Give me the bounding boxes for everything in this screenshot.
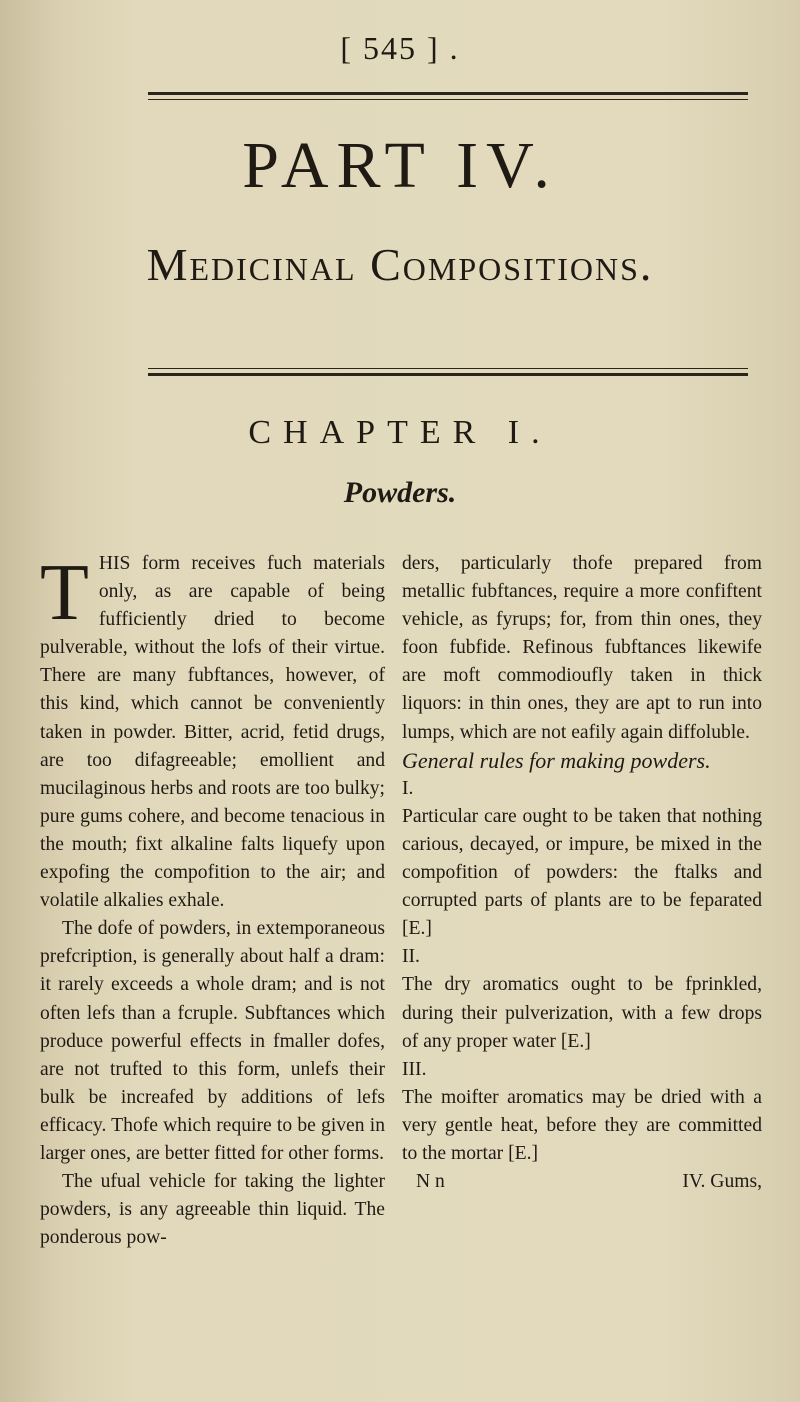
left-column [40, 550, 385, 1252]
top-rule-thick [148, 92, 748, 95]
mid-rule-thick [148, 373, 748, 376]
paragraph-dose: The dofe of powders, in extemporaneous prefcription, is generally about half a dram: it rarely exceeds a whole dram; and is not often lefs than a fcruple. Subftances which produce powerful effects in fmaller dofes, are not trufted to this form, unlefs their bulk be increafed by additions of lefs efficacy. Thofe which require to be given in larger ones, are better fitted for other forms. [40, 918, 385, 1164]
page-number-header: [ 545 ] . [340, 30, 460, 66]
signature-mark: N n [416, 1171, 445, 1193]
part-title: PART IV. [242, 129, 558, 202]
rule-text: The moifter aromatics may be dried with a very gentle heat, before they are committed to the mortar [E.] [402, 1086, 762, 1164]
rule-number: III. [402, 1058, 427, 1080]
rule-text: Particular care ought to be taken that nothing carious, decayed, or impure, be mixed in the compofition of powders: the ftalks and corrupted parts of plants are to be feparated [E.] [402, 805, 762, 940]
rule-text: The dry aromatics ought to be fprinkled, during their pulverization, with a few drops of any proper water [E.] [402, 974, 762, 1052]
chapter-subtitle: Powders. [343, 476, 457, 509]
right-column [402, 550, 762, 1196]
paragraph-intro-text: HIS form receives fuch materials only, as are capable of being fufficiently dried to become pulverable, without the lofs of their virtue. There are many fubftances, however, of this kind, which cannot be conveniently taken in powder. Bitter, acrid, fetid drugs, are too difagreeable; emollient and mucilaginous herbs and roots are too bulky; pure gums cohere, and become tenacious in the mouth; fixt alkaline falts liquefy upon expofing the compofition to the air; and volatile alkalies exhale. [40, 553, 385, 912]
rule-number: II. [402, 946, 420, 968]
top-rule-thin [148, 99, 748, 100]
paragraph-intro [40, 550, 385, 915]
drop-cap: T [40, 549, 89, 637]
chapter-title: CHAPTER I. [248, 414, 552, 451]
rule-number: I. [402, 777, 414, 799]
catchword: IV. Gums, [682, 1171, 762, 1193]
mid-rule-thin [148, 368, 748, 369]
part-subtitle: Medicinal Compositions. [146, 239, 654, 290]
paragraph-vehicle: The ufual vehicle for taking the lighter powders, is any agreeable thin liquid. The ponderous pow- [40, 1171, 385, 1249]
page-footer [402, 1168, 762, 1196]
section-title: General rules for making powders. [402, 747, 711, 773]
paragraph-continued: ders, particularly thofe prepared from metallic fubftances, require a more confiftent vehicle, as fyrups; for, from thin ones, they foon fubfide. Refinous fubftances likewife are moft commodioufly taken in thick liquors: in thin ones, they are apt to run into lumps, which are not eafily again diffoluble. [402, 553, 762, 743]
